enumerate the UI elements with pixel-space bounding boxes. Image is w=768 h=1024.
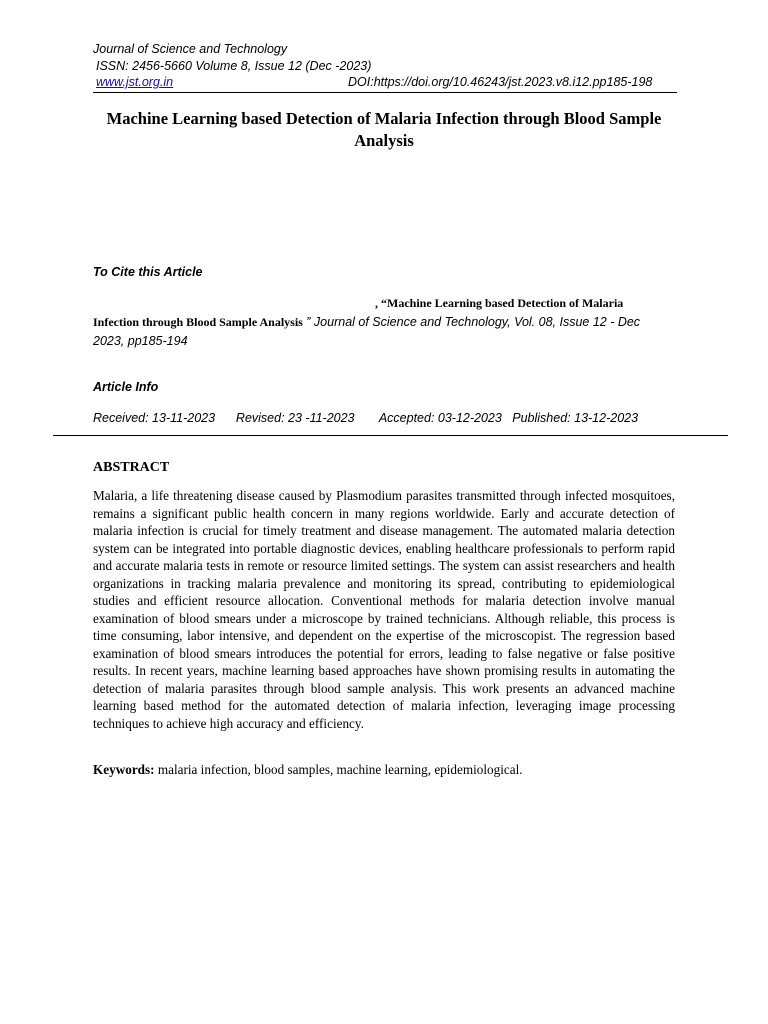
citation-journal-part: ” Journal of Science and Technology, Vol. 08, Issue 12 - Dec: [302, 315, 641, 329]
journal-name: Journal of Science and Technology: [93, 42, 288, 56]
cite-heading: To Cite this Article: [93, 265, 203, 279]
header-divider: [93, 92, 677, 93]
article-info-heading: Article Info: [93, 380, 159, 394]
article-dates: [93, 411, 638, 425]
abstract-heading: ABSTRACT: [93, 460, 170, 475]
journal-doi: DOI:https://doi.org/10.46243/jst.2023.v8.i12.pp185-198: [348, 75, 653, 89]
revised-date: Revised: 23 -11-2023: [235, 411, 355, 425]
keywords: [93, 762, 675, 778]
paper-title: Machine Learning based Detection of Malaria Infection through Blood Sample Analysis: [106, 109, 662, 150]
citation-line-3: 2023, pp185-194: [93, 334, 188, 348]
published-date: Published: 13-12-2023: [512, 411, 639, 425]
abstract-body: Malaria, a life threatening disease caused by Plasmodium parasites transmitted through infected mosquitoes, remains a significant public health concern in many regions worldwide. Early and accurate detection of malaria infection is crucial for timely treatment and disease management. The automated malaria detection system can be integrated into portable diagnostic devices, enabling healthcare professionals to perform rapid and accurate malaria tests in remote or resource limited settings. The system can assist researchers and health organizations in tracking malaria prevalence and monitoring its spread, contributing to epidemiological studies and efficient resource allocation. Conventional methods for malaria detection involve manual examination of blood smears under a microscope by trained technicians. Although reliable, this process is time consuming, labor intensive, and dependent on the expertise of the microscopist. The regression based examination of blood smears introduces the potential for errors, leading to false negative or false positive results. In recent years, machine learning based approaches have shown promising results in automating the detection of malaria parasites through blood sample analysis. This work presents an advanced machine learning based method for the automated detection of malaria infection, leveraging image processing techniques to achieve high accuracy and efficiency.: [93, 488, 675, 731]
citation-title-part: Infection through Blood Sample Analysis: [93, 315, 303, 329]
received-date: Received: 13-11-2023: [93, 411, 216, 425]
accepted-date: Accepted: 03-12-2023: [378, 411, 502, 425]
section-divider: [53, 435, 728, 436]
keywords-label: Keywords:: [93, 762, 155, 777]
citation-line-1: , “Machine Learning based Detection of Malaria: [375, 296, 624, 310]
journal-issn: ISSN: 2456-5660 Volume 8, Issue 12 (Dec -2023): [96, 59, 372, 73]
citation-line-2: [93, 315, 640, 330]
keywords-list: malaria infection, blood samples, machine learning, epidemiological.: [154, 762, 523, 777]
journal-url-link[interactable]: www.jst.org.in: [96, 75, 174, 89]
